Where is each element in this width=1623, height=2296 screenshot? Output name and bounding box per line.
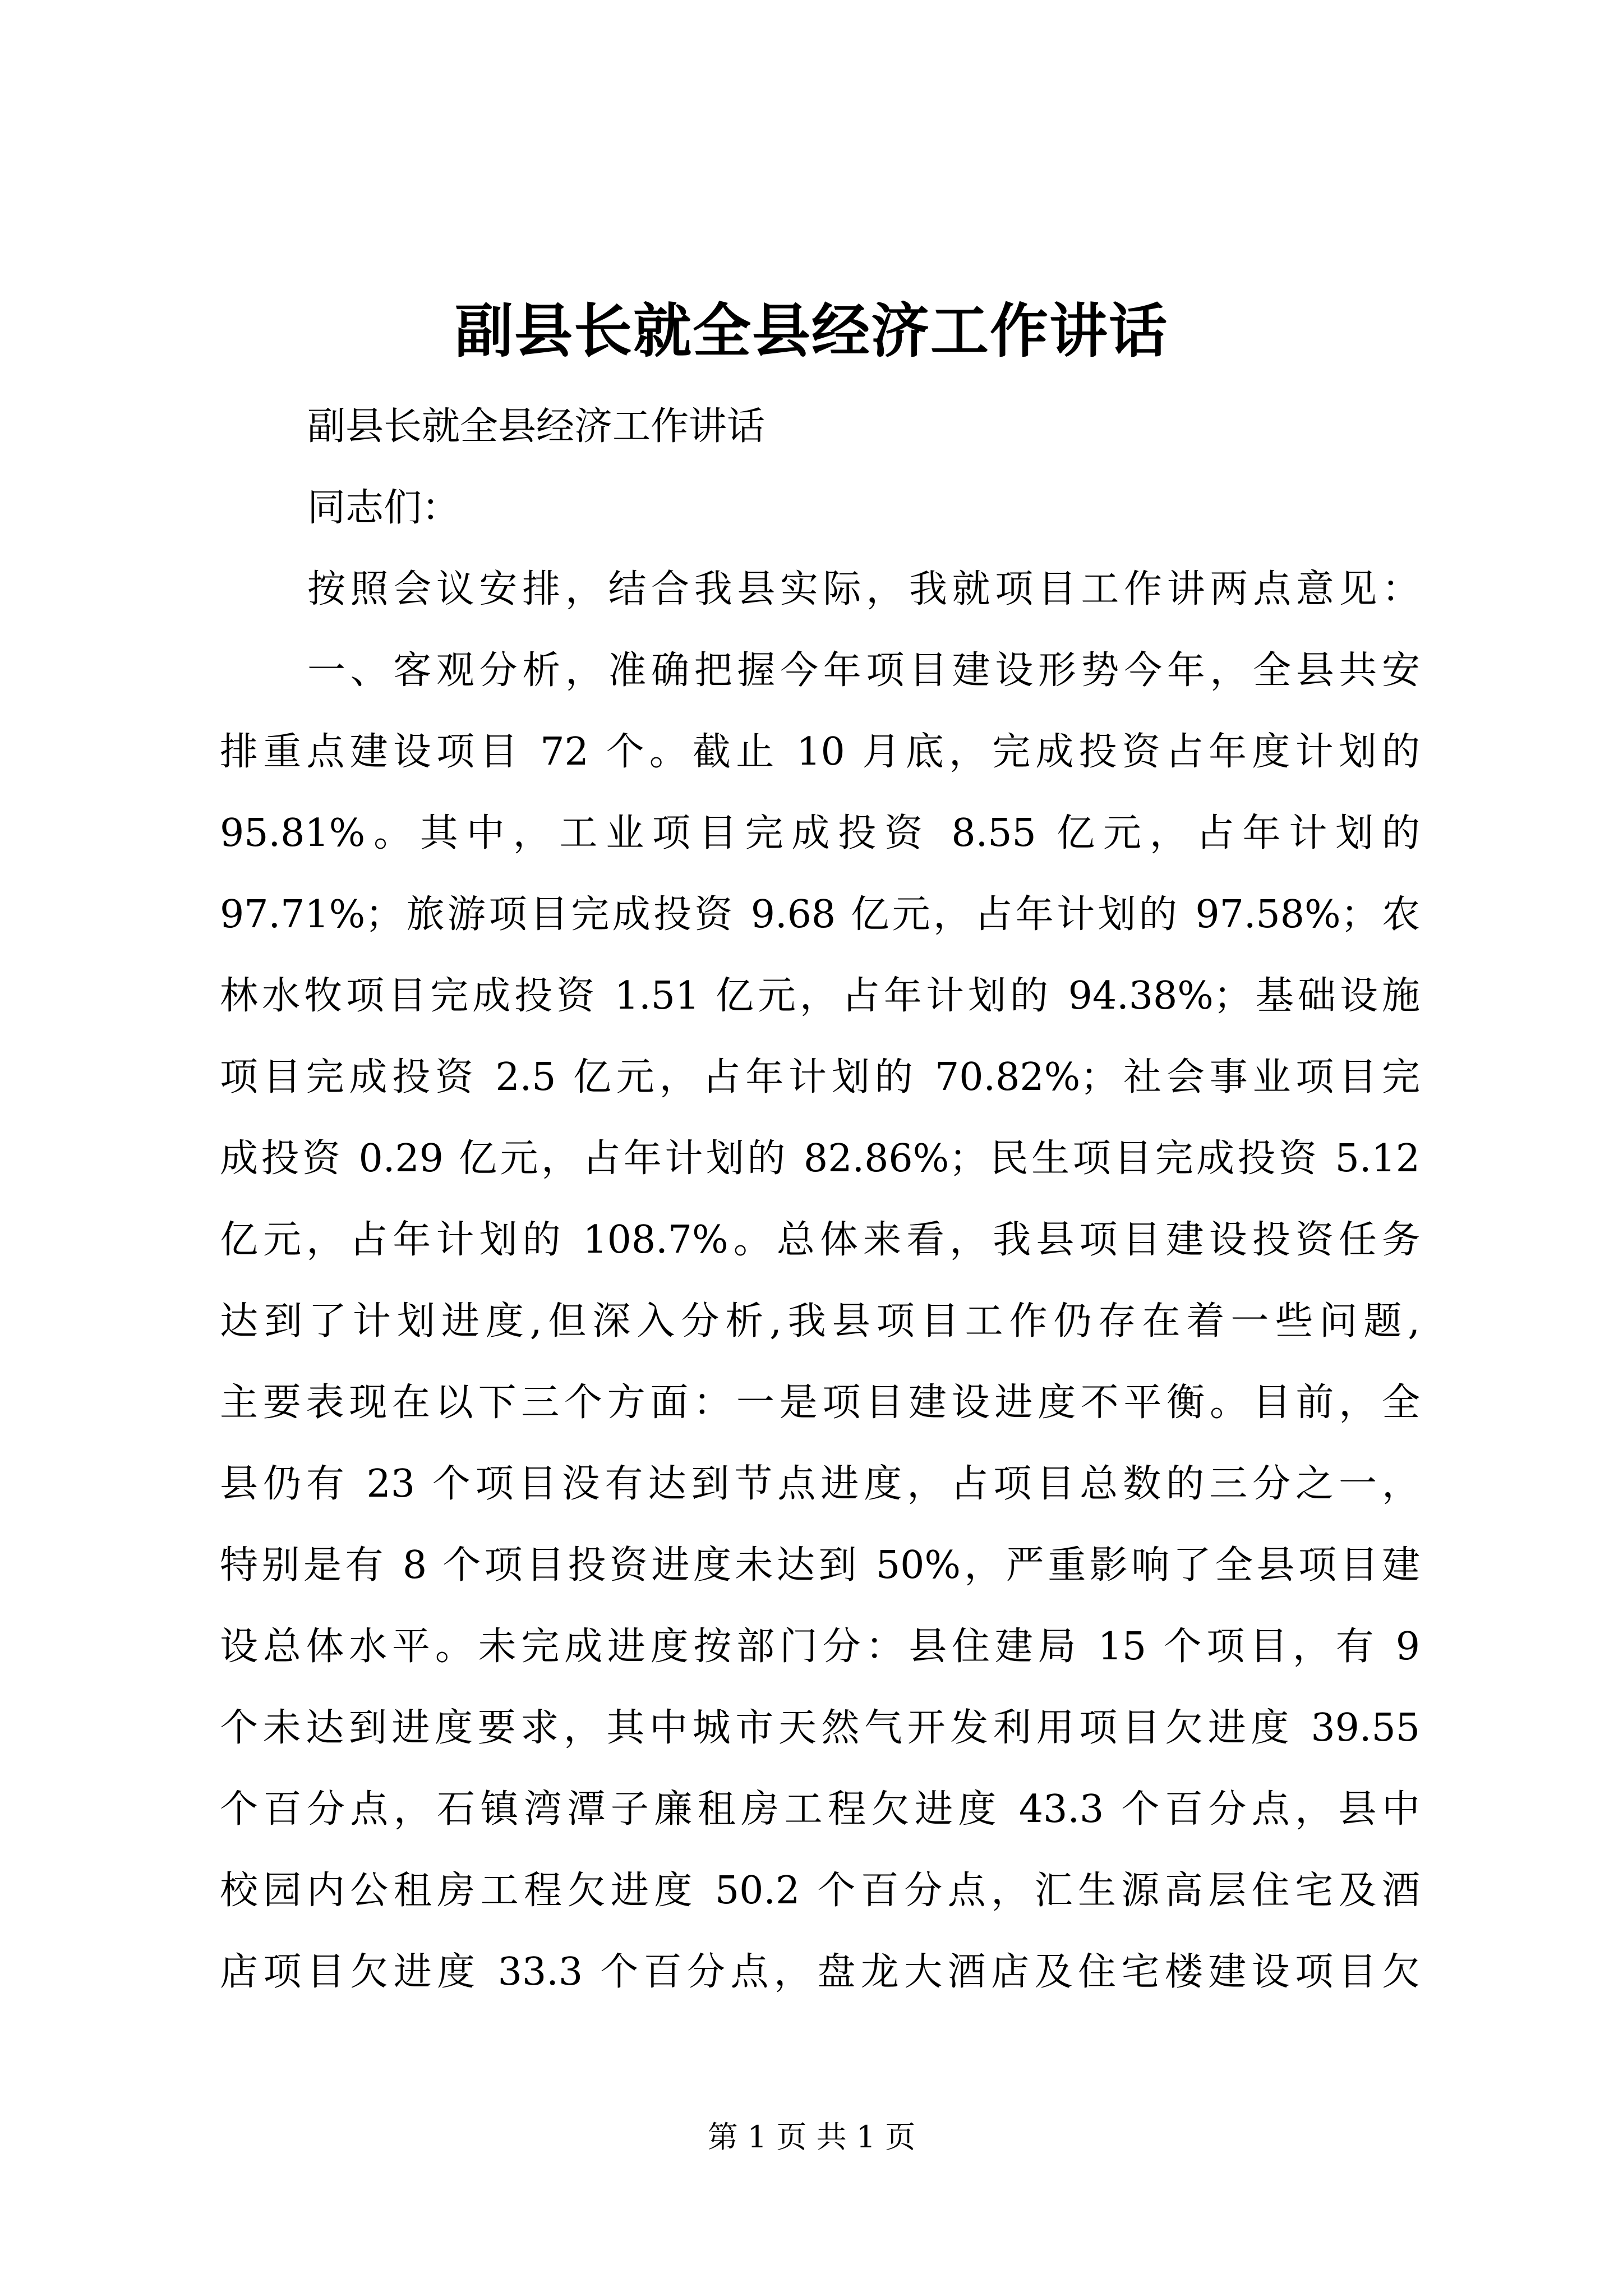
body-line: 县仍有 23 个项目没有达到节点进度，占项目总数的三分之一，: [220, 1462, 1420, 1506]
body-line: 副县长就全县经济工作讲话: [307, 404, 766, 449]
page-footer: 第 1 页 共 1 页: [707, 2119, 916, 2155]
document-body: [220, 386, 1420, 2013]
body-line: 林水牧项目完成投资 1.51 亿元，占年计划的 94.38%；基础设施: [220, 974, 1420, 1018]
body-line: 主要表现在以下三个方面：一是项目建设进度不平衡。目前，全: [220, 1381, 1420, 1425]
body-line: 校园内公租房工程欠进度 50.2 个百分点，汇生源高层住宅及酒: [220, 1869, 1420, 1913]
body-line: 一、客观分析，准确把握今年项目建设形势今年，全县共安: [307, 648, 1420, 693]
body-line: 97.71%；旅游项目完成投资 9.68 亿元，占年计划的 97.58%；农: [220, 892, 1420, 937]
body-line: 按照会议安排，结合我县实际，我就项目工作讲两点意见：: [307, 567, 1420, 611]
body-line: 个百分点，石镇湾潭子廉租房工程欠进度 43.3 个百分点，县中: [220, 1787, 1420, 1832]
body-line: 亿元，占年计划的 108.7%。总体来看，我县项目建设投资任务: [220, 1218, 1420, 1262]
body-line: 项目完成投资 2.5 亿元，占年计划的 70.82%；社会事业项目完: [220, 1055, 1420, 1099]
body-line: 设总体水平。未完成进度按部门分：县住建局 15 个项目，有 9: [220, 1625, 1420, 1669]
body-line: 店项目欠进度 33.3 个百分点，盘龙大酒店及住宅楼建设项目欠: [220, 1950, 1420, 1994]
document-title: 副县长就全县经济工作讲话: [454, 296, 1168, 365]
body-line: 个未达到进度要求，其中城市天然气开发利用项目欠进度 39.55: [220, 1706, 1420, 1750]
body-line: 达到了计划进度,但深入分析,我县项目工作仍存在着一些问题,: [220, 1299, 1420, 1343]
body-line: 排重点建设项目 72 个。截止 10 月底，完成投资占年度计划的: [220, 730, 1420, 774]
body-line: 特别是有 8 个项目投资进度未达到 50%，严重影响了全县项目建: [220, 1543, 1420, 1588]
body-line: 同志们：: [307, 486, 460, 530]
body-line: 95.81%。其中，工业项目完成投资 8.55 亿元，占年计划的: [220, 811, 1420, 855]
body-line: 成投资 0.29 亿元，占年计划的 82.86%；民生项目完成投资 5.12: [220, 1137, 1420, 1181]
